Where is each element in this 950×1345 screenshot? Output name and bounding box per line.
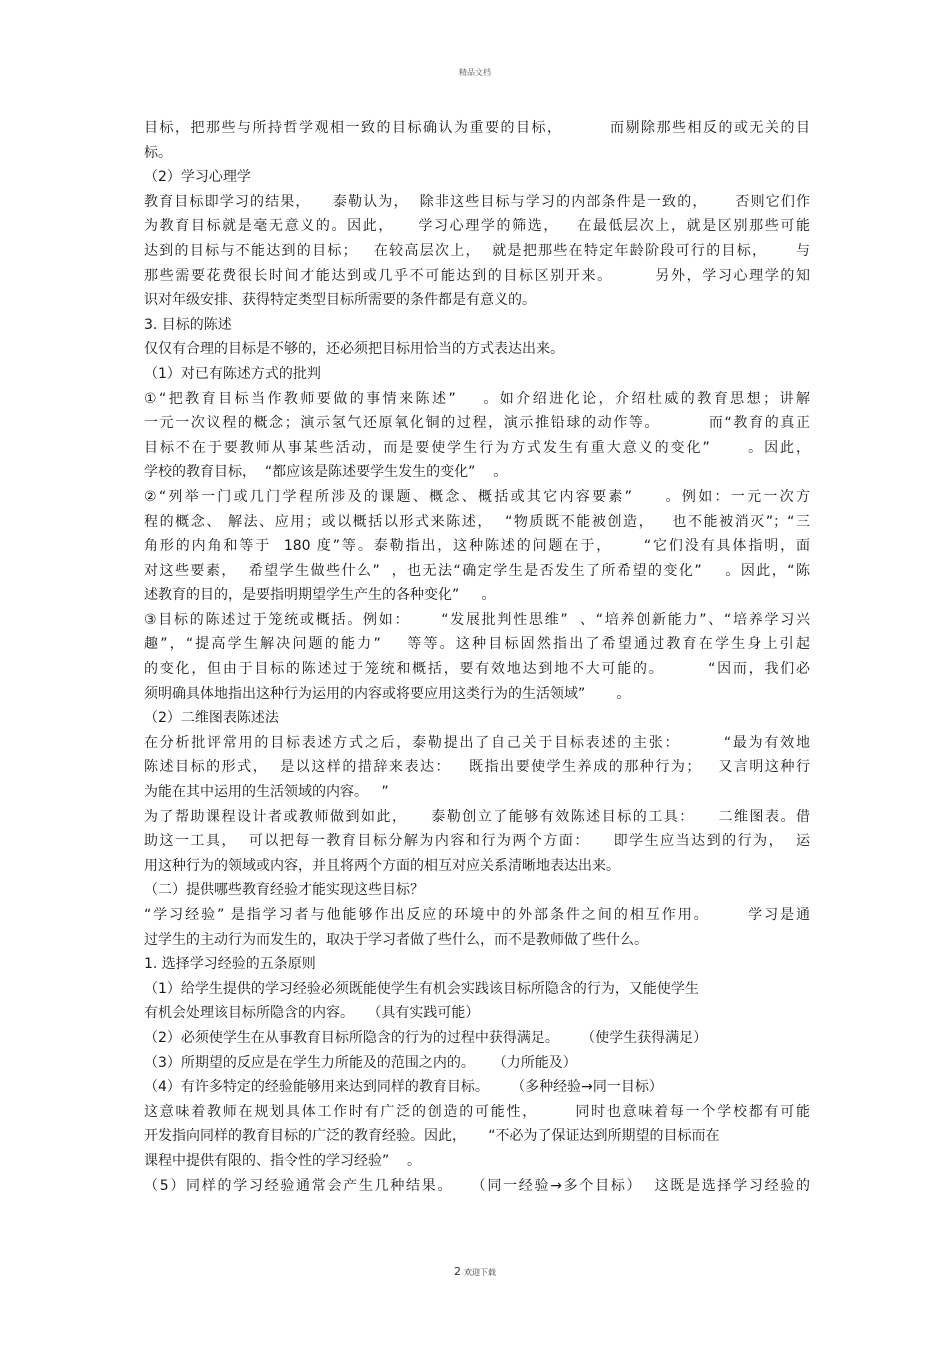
text-line: 教育目标即学习的结果， 泰勒认为， 除非这些目标与学习的内部条件是一致的， 否则它们作	[144, 193, 810, 210]
text-line: （2）二维图表陈述法	[144, 710, 279, 727]
text-line: 对这些要素， 希望学生做些什么” ，也无法“确定学生是否发生了所希望的变化” 。因此，“陈	[144, 562, 810, 579]
text-line: 1. 选择学习经验的五条原则	[144, 956, 316, 973]
text-line: 学校的教育目标， “都应该是陈述要学生发生的变化” 。	[144, 464, 508, 481]
text-line: （5）同样的学习经验通常会产生几种结果。 （同一经验→多个目标） 这既是选择学习经验的	[144, 1177, 810, 1194]
document-body	[144, 116, 810, 1198]
footer-label: 欢迎下载	[464, 1268, 496, 1277]
text-line: 目标不在于要教师从事某些活动，而是要使学生行为方式发生有重大意义的变化” 。因此，	[144, 439, 810, 456]
text-line: 3. 目标的陈述	[144, 316, 232, 333]
text-line: 在分析批评常用的目标表述方式之后，泰勒提出了自己关于目标表述的主张： “最为有效地	[144, 734, 810, 751]
text-line: ①“把教育目标当作教师要做的事情来陈述” 。如介绍进化论，介绍杜威的教育思想；讲解	[144, 390, 810, 407]
text-line: 这意味着教师在规划具体工作时有广泛的创造的可能性， 同时也意味着每一个学校都有可能	[144, 1103, 810, 1120]
page-header: 精品文档	[459, 68, 491, 77]
text-line: 课程中提供有限的、指令性的学习经验” 。	[144, 1152, 422, 1169]
text-line: 趣”，“提高学生解决问题的能力” 等等。这种目标固然指出了希望通过教育在学生身上引起	[144, 636, 810, 653]
text-line: 述教育的目的，是要指明期望学生产生的各种变化” 。	[144, 587, 496, 604]
text-line: 有机会处理该目标所隐含的内容。 （具有实践可能）	[144, 1005, 480, 1022]
text-line: （1）给学生提供的学习经验必须既能使学生有机会实践该目标所隐含的行为，又能使学生	[144, 980, 699, 997]
text-line: 开发指向同样的教育目标的广泛的教育经验。因此， “不必为了保证达到所期望的目标而在	[144, 1128, 720, 1145]
text-line: 识对年级安排、获得特定类型目标所需要的条件都是有意义的。	[144, 292, 536, 309]
text-line: （4）有许多特定的经验能够用来达到同样的教育目标。 （多种经验→同一目标）	[144, 1079, 663, 1096]
text-line: 用这种行为的领域或内容，并且将两个方面的相互对应关系清晰地表达出来。	[144, 857, 620, 874]
text-line: （2）学习心理学	[144, 169, 251, 186]
text-line: ②“列举一门或几门学程所涉及的课题、概念、概括或其它内容要素” 。例如：一元一次方	[144, 488, 810, 505]
page-number: 2	[454, 1265, 461, 1278]
text-line: ③目标的陈述过于笼统或概括。例如： “发展批判性思维” 、“培养创新能力”、“培养学习兴	[144, 611, 810, 628]
text-line: 标。	[144, 144, 172, 161]
text-line: 的变化，但由于目标的陈述过于笼统和概括，要有效地达到地不大可能的。 “因而，我们必	[144, 661, 810, 678]
text-line: “学习经验” 是指学习者与他能够作出反应的环境中的外部条件之间的相互作用。 学习是通	[144, 907, 810, 923]
page-footer	[0, 1260, 950, 1279]
text-line: 程的概念、 解法、应用；或以概括以形式来陈述， “物质既不能被创造， 也不能被消灭”；“三	[144, 513, 810, 530]
text-line: （3）所期望的反应是在学生力所能及的范围之内的。 （力所能及）	[144, 1054, 577, 1071]
text-line: 为教育目标就是毫无意义的。因此， 学习心理学的筛选， 在最低层次上，就是区别那些可能	[144, 218, 810, 235]
text-line: 目标，把那些与所持哲学观相一致的目标确认为重要的目标， 而剔除那些相反的或无关的目	[144, 120, 810, 136]
text-line: 角形的内角和等于 180 度”等。泰勒指出，这种陈述的问题在于， “它们没有具体指明，面	[144, 538, 810, 555]
text-line: 仅仅有合理的目标是不够的，还必须把目标用恰当的方式表达出来。	[144, 341, 564, 358]
text-line: 为能在其中运用的生活领域的内容。 ”	[144, 784, 389, 801]
text-line: （二）提供哪些教育经验才能实现这些目标？	[144, 882, 424, 899]
text-line: 一元一次议程的概念；演示氢气还原氧化铜的过程，演示推铅球的动作等。 而“教育的真正	[144, 415, 810, 432]
text-line: 那些需要花费很长时间才能达到或几乎不可能达到的目标区别开来。 另外，学习心理学的知	[144, 267, 810, 284]
text-line: 过学生的主动行为而发生的，取决于学习者做了些什么，而不是教师做了些什么。	[144, 931, 648, 948]
text-line: 为了帮助课程设计者或教师做到如此， 泰勒创立了能够有效陈述目标的工具： 二维图表。借	[144, 808, 810, 825]
text-line: （2）必须使学生在从事教育目标所隐含的行为的过程中获得满足。 （使学生获得满足）	[144, 1029, 708, 1046]
text-line: 陈述目标的形式， 是以这样的措辞来表达： 既指出要使学生养成的那种行为； 又言明这种行	[144, 759, 810, 776]
text-line: 须明确具体地指出这种行为运用的内容或将要应用这类行为的生活领域” 。	[144, 685, 631, 702]
text-line: 达到的目标与不能达到的目标； 在较高层次上， 就是把那些在特定年龄阶段可行的目标， 与	[144, 242, 810, 259]
text-line: （1）对已有陈述方式的批判	[144, 365, 321, 382]
text-line: 助这一工具， 可以把每一教育目标分解为内容和行为两个方面： 即学生应当达到的行为， 运	[144, 833, 810, 850]
